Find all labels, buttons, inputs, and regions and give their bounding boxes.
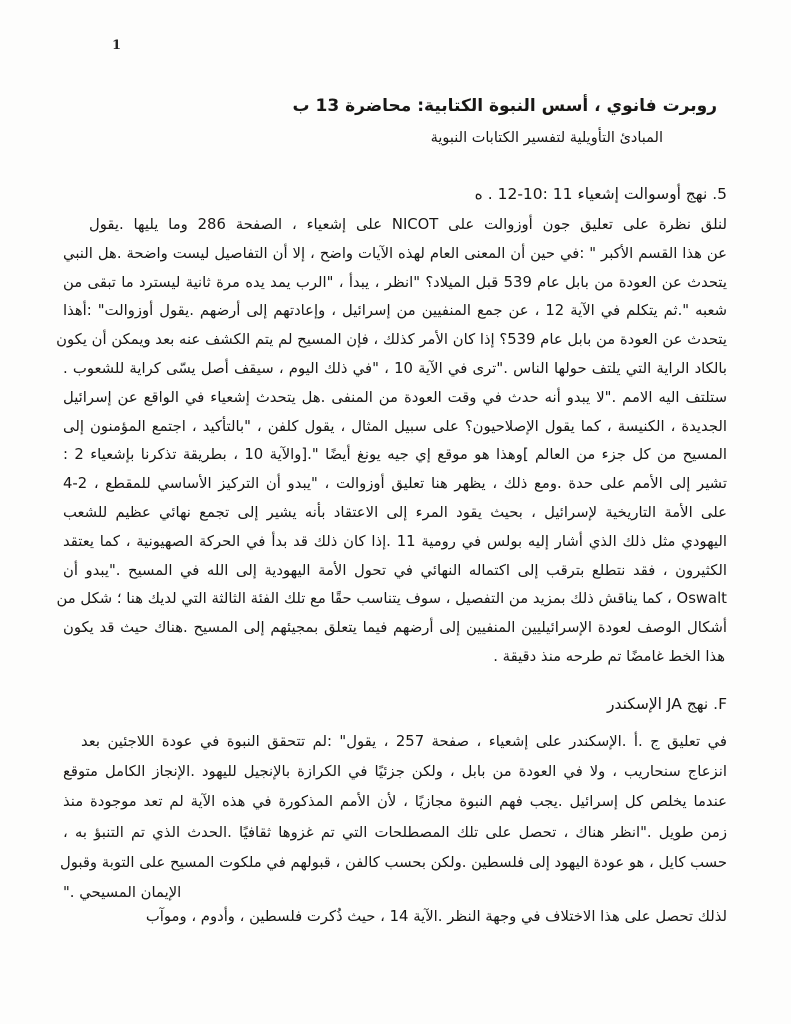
text-line: في تعليق ج .أ .الإسكندر على إشعياء ، صفحة 257 ، يقول" :لم تتحقق النبوة في عودة اللاجئين بعد: [81, 733, 727, 750]
text-line: يتحدث عن العودة من بابل عام 539؟ إذا كان الأمر كذلك ، فإن المسيح لم يتم الكشف عنه بعد ويمكن أن يكون: [56, 331, 727, 349]
text-line: لنلق نظرة على تعليق جون أوزوالت على NICOT على إشعياء ، الصفحة 286 وما يليها .يقول: [89, 216, 728, 233]
text-line: بالكاد الراية التي يلتف حولها الناس ."ترى في الآية 10 ، "في ذلك اليوم ، سيقف أصل يسّى كراية للشعوب .: [63, 359, 727, 377]
text-line: أشكال الوصف لعودة الإسرائيليين المنفيين إلى أرضهم فيما يتعلق بمجيئهم إلى المسيح .هناك حيث قد يكون: [63, 619, 727, 637]
lecture-subtitle: المبادئ التأويلية لتفسير الكتابات النبوية: [430, 130, 663, 146]
paragraph-alexander: [59, 727, 727, 908]
text-line: حسب كايل ، هو عودة اليهود إلى فلسطين .ولكن بحسب كالفن ، قبولهم في ملكوت المسيح على التوبة وقبول: [59, 853, 727, 871]
text-line: لذلك تحصل على هذا الاختلاف في وجهة النظر .الآية 14 ، حيث ذُكرت فلسطين ، وأدوم ، وموآب: [145, 908, 727, 925]
text-line: يتحدث عن العودة من بابل عام 539 قبل الميلاد؟ "انظر ، يبدأ ، "الرب يمد يده مرة ثانية ليسترد ما تبقى من: [63, 273, 728, 291]
section-heading-alexander: F. نهج JA الإسكندر: [607, 695, 727, 713]
text-line: شعبه ".ثم يتكلم في الآية 12 ، عن جمع المنفيين من إسرائيل ، وإعادتهم إلى أرضهم .يقول أوزوالت" :أهذا: [63, 302, 728, 320]
text-line: المسيح من كل جزء من العالم ]وهذا هو موقع إي جيه يونغ أيضًا ".[والآية 10 ، بطريقة تذكرنا بإشعياء 2 :: [63, 446, 727, 464]
text-line: Oswalt ، كما يناقش ذلك بمزيد من التفصيل ، سوف يتناسب حقًا مع تلك الفئة الثالثة التي لديك هنا ؛ شكل من: [56, 590, 727, 608]
text-line: زمن طويل ."انظر هناك ، تحصل على تلك المصطلحات التي تم غزوها ثقافيًا .الحدث الذي تم التنبؤ به ،: [63, 823, 727, 841]
text-line: تشير إلى الأمم على حدة .ومع ذلك ، يظهر هنا تعليق أوزوالت ، "يبدو أن التركيز الأساسي للمقطع ، 2-4: [63, 475, 727, 493]
lecture-title: روبرت فانوي ، أسس النبوة الكتابية: محاضرة 13 ب: [292, 96, 717, 116]
paragraph-oswalt: [56, 211, 728, 672]
text-line: عندما يخلص كل إسرائيل .يجب فهم النبوة مجازيًا ، لأن الأمم المذكورة في هذه الآية لم تعد موجودة منذ: [63, 793, 727, 811]
text-line: انزعاج سنحاريب ، ولا في العودة من بابل ، ولكن جزئيًا في الكرازة بالإنجيل لليهود .الإنجاز الكامل متوقع: [63, 763, 727, 781]
text-line: عن هذا القسم الأكبر " :في حين أن المعنى العام لهذه الآيات واضح ، إلا أن التفاصيل ليست واضحة .هل النبي: [63, 244, 727, 262]
page-number: 1: [112, 38, 122, 53]
text-line: الكثيرون ، فقد نتطلع بترقب إلى اكتماله النهائي في تحول الأمة اليهودية إلى الله في المسيح ."يبدو أن: [63, 561, 727, 579]
section-heading-oswalt: 5. نهج أوسوالت إشعياء 11 :10-12 . ه: [474, 185, 727, 203]
text-line: ستلتف اليه الامم ."لا يبدو أنه حدث في وقت العودة من المنفى .هل يتحدث إشعياء في الواقع عن إسرائيل: [63, 388, 727, 406]
text-line: اليهودي مثل ذلك الذي أشار إليه بولس في رومية 11 .إذا كان ذلك قد بدأ في الحركة الصهيونية ، كما يعتقد: [63, 532, 727, 550]
text-line: هذا الخط غامضًا تم طرحه منذ دقيقة .: [493, 647, 725, 665]
closing-paragraph: [63, 908, 727, 925]
text-line: على الأمة التاريخية لإسرائيل ، بحيث يقود المرء إلى الاعتقاد بأنه يشير إلى تجمع نهائي عظيم للشعب: [63, 503, 727, 521]
text-line: الجديدة ، الكنيسة ، كما يقول الإصلاحيون؟ على سبيل المثال ، يقول كلفن ، "بالتأكيد ، اجتمع المؤمنون إلى: [63, 417, 727, 435]
text-line: الإيمان المسيحي .": [63, 883, 182, 901]
